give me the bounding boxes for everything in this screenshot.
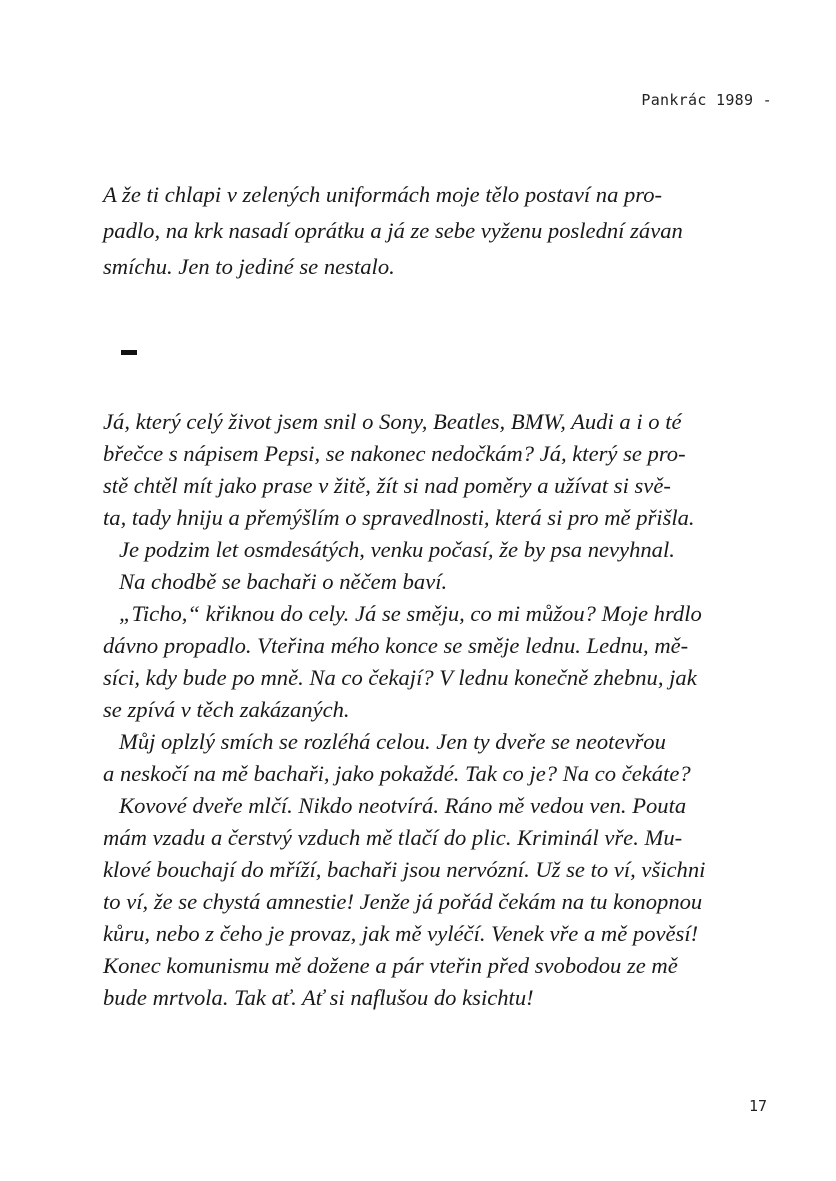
text-line: bude mrtvola. Tak ať. Ať si naflušou do ksichtu! [103, 985, 534, 1010]
text-line: ta, tady hniju a přemýšlím o spravedlnosti, která si pro mě přišla. [103, 505, 695, 530]
text-line: to ví, že se chystá amnestie! Jenže já pořád čekám na tu konopnou [103, 889, 703, 914]
text-line: Konec komunismu mě dožene a pár vteřin před svobodou ze mě [103, 953, 678, 978]
section-dash-mark [121, 350, 137, 355]
text-line: klové bouchají do mříží, bachaři jsou nervózní. Už se to ví, všichni [103, 857, 706, 882]
text-line: „Ticho,“ křiknou do cely. Já se směju, co mi můžou? Moje hrdlo [119, 601, 702, 626]
running-header: Pankrác 1989 - [641, 91, 772, 109]
text-line: Je podzim let osmdesátých, venku počasí, že by psa nevyhnal. [119, 537, 675, 562]
text-line: smíchu. Jen to jediné se nestalo. [103, 254, 395, 279]
text-line: padlo, na krk nasadí oprátku a já ze sebe vyženu poslední závan [103, 218, 683, 243]
text-line: stě chtěl mít jako prase v žitě, žít si nad poměry a užívat si svě- [103, 473, 671, 498]
text-line: Můj oplzlý smích se rozléhá celou. Jen ty dveře se neotevřou [119, 729, 666, 754]
text-line: Na chodbě se bachaři o něčem baví. [119, 569, 448, 594]
text-line: kůru, nebo z čeho je provaz, jak mě vyléčí. Venek vře a mě pověsí! [103, 921, 699, 946]
text-line: dávno propadlo. Vteřina mého konce se směje lednu. Lednu, mě- [103, 633, 689, 658]
text-line: Já, který celý život jsem snil o Sony, Beatles, BMW, Audi a i o té [103, 409, 682, 434]
text-line: břečce s nápisem Pepsi, se nakonec nedočkám? Já, který se pro- [103, 441, 686, 466]
page-number: 17 [748, 1097, 767, 1115]
text-line: A že ti chlapi v zelených uniformách moje tělo postaví na pro- [103, 182, 663, 207]
text-line: Kovové dveře mlčí. Nikdo neotvírá. Ráno mě vedou ven. Pouta [119, 793, 687, 818]
text-line: mám vzadu a čerstvý vzduch mě tlačí do plic. Kriminál vře. Mu- [103, 825, 683, 850]
text-line: se zpívá v těch zakázaných. [103, 697, 350, 722]
text-line: síci, kdy bude po mně. Na co čekají? V lednu konečně zhebnu, jak [103, 665, 697, 690]
text-line: a neskočí na mě bachaři, jako pokaždé. Tak co je? Na co čekáte? [103, 761, 691, 786]
